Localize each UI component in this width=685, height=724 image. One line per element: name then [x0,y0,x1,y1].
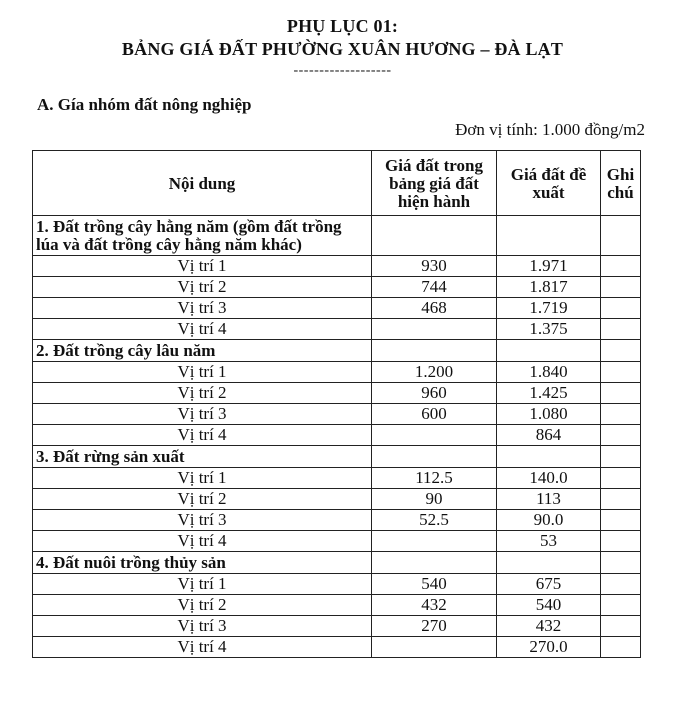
proposed-price-cell: 1.817 [497,277,601,298]
header-proposed-price: Giá đất đề xuất [497,151,601,216]
table-row [33,531,641,552]
proposed-price-cell: 540 [497,595,601,616]
current-price-cell: 744 [372,277,497,298]
note-cell [601,616,641,637]
position-cell: Vị trí 4 [33,425,372,446]
table-row [33,489,641,510]
position-cell: Vị trí 2 [33,489,372,510]
table-row [33,637,641,658]
current-price-cell: 930 [372,256,497,277]
note-cell [601,298,641,319]
group-note-cell [601,216,641,256]
current-price-cell: 90 [372,489,497,510]
position-cell: Vị trí 3 [33,510,372,531]
proposed-price-cell: 675 [497,574,601,595]
table-row [33,510,641,531]
current-price-cell [372,319,497,340]
table-body [33,216,641,658]
proposed-price-cell: 432 [497,616,601,637]
position-cell: Vị trí 4 [33,637,372,658]
group-name-cell: 1. Đất trồng cây hằng năm (gồm đất trồng lúa và đất trồng cây hằng năm khác) [33,216,372,256]
current-price-cell: 540 [372,574,497,595]
group-current-cell [372,216,497,256]
table-row [33,319,641,340]
group-current-cell [372,340,497,362]
position-cell: Vị trí 2 [33,277,372,298]
table-row [33,468,641,489]
position-cell: Vị trí 2 [33,595,372,616]
header-current-price: Giá đất trong bảng giá đất hiện hành [372,151,497,216]
note-cell [601,637,641,658]
table-row [33,425,641,446]
land-price-table [32,150,641,658]
note-cell [601,425,641,446]
proposed-price-cell: 1.719 [497,298,601,319]
proposed-price-cell: 1.425 [497,383,601,404]
table-row [33,595,641,616]
proposed-price-cell: 113 [497,489,601,510]
position-cell: Vị trí 1 [33,574,372,595]
table-row [33,404,641,425]
group-note-cell [601,340,641,362]
table-group-row [33,552,641,574]
position-cell: Vị trí 4 [33,319,372,340]
group-name-cell: 3. Đất rừng sản xuất [33,446,372,468]
proposed-price-cell: 140.0 [497,468,601,489]
proposed-price-cell: 270.0 [497,637,601,658]
note-cell [601,574,641,595]
note-cell [601,595,641,616]
table-group-row [33,446,641,468]
current-price-cell: 960 [372,383,497,404]
current-price-cell: 112.5 [372,468,497,489]
section-title: A. Gía nhóm đất nông nghiệp [37,95,252,114]
header-note: Ghi chú [601,151,641,216]
group-current-cell [372,446,497,468]
group-name-cell: 4. Đất nuôi trồng thủy sản [33,552,372,574]
proposed-price-cell: 1.080 [497,404,601,425]
table-row [33,277,641,298]
position-cell: Vị trí 3 [33,298,372,319]
proposed-price-cell: 864 [497,425,601,446]
group-proposed-cell [497,446,601,468]
current-price-cell [372,637,497,658]
group-proposed-cell [497,552,601,574]
note-cell [601,510,641,531]
current-price-cell: 432 [372,595,497,616]
position-cell: Vị trí 4 [33,531,372,552]
table-row [33,383,641,404]
current-price-cell: 270 [372,616,497,637]
note-cell [601,531,641,552]
document-title-line2: BẢNG GIÁ ĐẤT PHƯỜNG XUÂN HƯƠNG – ĐÀ LẠT [121,39,564,59]
position-cell: Vị trí 1 [33,468,372,489]
proposed-price-cell: 90.0 [497,510,601,531]
proposed-price-cell: 53 [497,531,601,552]
note-cell [601,362,641,383]
current-price-cell [372,531,497,552]
table-row [33,362,641,383]
note-cell [601,383,641,404]
position-cell: Vị trí 1 [33,256,372,277]
document-title-line1: PHỤ LỤC 01: [286,16,399,36]
proposed-price-cell: 1.840 [497,362,601,383]
group-proposed-cell [497,340,601,362]
group-current-cell [372,552,497,574]
group-proposed-cell [497,216,601,256]
note-cell [601,404,641,425]
position-cell: Vị trí 2 [33,383,372,404]
note-cell [601,256,641,277]
position-cell: Vị trí 1 [33,362,372,383]
group-note-cell [601,446,641,468]
position-cell: Vị trí 3 [33,616,372,637]
note-cell [601,277,641,298]
current-price-cell: 52.5 [372,510,497,531]
table-group-row [33,340,641,362]
group-note-cell [601,552,641,574]
note-cell [601,468,641,489]
current-price-cell: 600 [372,404,497,425]
table-header-row [33,151,641,216]
proposed-price-cell: 1.375 [497,319,601,340]
table-row [33,616,641,637]
note-cell [601,489,641,510]
header-content: Nội dung [33,151,372,216]
table-row [33,256,641,277]
title-divider: ------------------- [293,63,392,78]
current-price-cell: 1.200 [372,362,497,383]
current-price-cell: 468 [372,298,497,319]
table-group-row [33,216,641,256]
table-row [33,298,641,319]
table-row [33,574,641,595]
group-name-cell: 2. Đất trồng cây lâu năm [33,340,372,362]
position-cell: Vị trí 3 [33,404,372,425]
unit-label: Đơn vị tính: 1.000 đồng/m2 [455,120,645,139]
proposed-price-cell: 1.971 [497,256,601,277]
note-cell [601,319,641,340]
current-price-cell [372,425,497,446]
